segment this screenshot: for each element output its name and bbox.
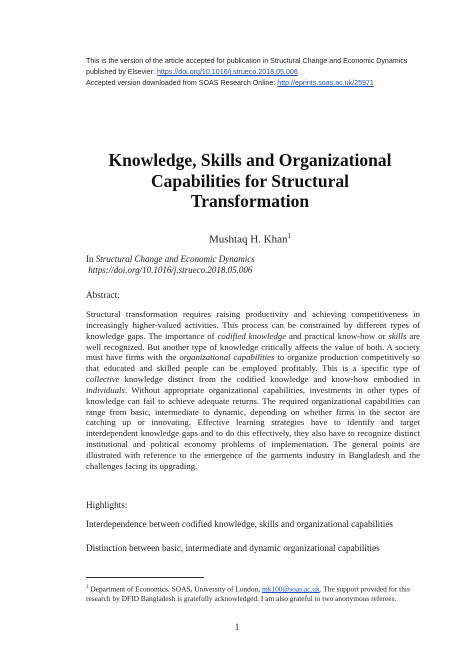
- footnote-mark: 1: [86, 585, 89, 590]
- source-prefix: In: [86, 254, 96, 264]
- abstract-heading: Abstract:: [86, 290, 120, 300]
- abstract-body: Structural transformation requires raising productivity and achieving competitiveness in increasingly higher-valued activities. This process can be constrained by different types of knowledge gaps. The importance of codified knowledge and practical know-how or skills are well recognized. But another type of knowledge critically affects the value of both. A society must have firms with the organizational capabilities to organize production competitively so that educated and skilled people can be employed profitably. This is a specific type of collective knowledge distinct from the codified knowledge and know-how embodied in individuals. Without appropriate organizational capabilities, investments in other types of knowledge can fail to achieve adequate returns. The required organizational capabilities can range from basic, intermediate to dynamic, depending on whether firms in the sector are catching up or innovating. Effective learning strategies have to identify and target interdependent knowledge gaps and to do this effectively, they also have to recognize distinct institutional and political economy problems of implementation. The general points are illustrated with reference to the emergence of the garments industry in Bangladesh and the challenges facing its upgrading.: [86, 309, 421, 471]
- emphasis-individuals: individuals: [86, 384, 125, 395]
- notice-line-1: This is the version of the article accepted for publication in Structural Change and Economic Dynamics: [86, 57, 408, 65]
- highlights-heading: Highlights:: [86, 500, 128, 510]
- eprint-link[interactable]: http://eprints.soas.ac.uk/25971: [277, 79, 374, 87]
- emphasis-collective: collective: [86, 374, 120, 385]
- emphasis-skills: skills: [388, 330, 407, 341]
- emphasis-codified: codified knowledge: [217, 330, 287, 341]
- paper-title: [60, 150, 440, 212]
- footnote-divider: [86, 577, 204, 578]
- source-info: [86, 254, 416, 276]
- notice-line-2: [86, 67, 446, 78]
- highlight-item: Distinction between basic, intermediate and dynamic organizational capabilities: [86, 543, 380, 553]
- author-name: Mushtaq H. Khan: [208, 233, 288, 246]
- doi-link[interactable]: https://doi.org/10.1016/j.strueco.2018.05.006: [156, 68, 298, 76]
- publication-notice: [86, 56, 446, 89]
- source-doi: https://doi.org/10.1016/j.strueco.2018.05.006: [88, 265, 253, 275]
- highlight-item: Interdependence between codified knowledge, skills and organizational capabilities: [86, 519, 393, 529]
- footnote: $^1$ Department of Economics, SOAS, University of London, mk100@soas.ac.uk. The support provided for this research by DFID Bangladesh is gratefully acknowledged. I am also grateful to two anonymous referees.: [86, 584, 410, 604]
- title-line-1: Knowledge, Skills and Organizational: [108, 150, 392, 170]
- title-line-2: Capabilities for Structural: [150, 170, 349, 191]
- title-line-3: Transformation: [190, 191, 310, 211]
- page-number: 1: [234, 622, 240, 632]
- emphasis-org-capabilities: organizational capabilities: [179, 352, 275, 363]
- notice-line-3: [86, 78, 446, 89]
- author-line: [60, 232, 440, 246]
- author-footnote-mark: 1: [287, 232, 292, 240]
- author-email-link[interactable]: mk100@soas.ac.uk: [261, 584, 320, 594]
- journal-name: Structural Change and Economic Dynamics: [95, 254, 255, 264]
- notice-download-text: Accepted version downloaded from SOAS Research Online:: [86, 79, 278, 87]
- notice-publisher-text: published by Elsevier:: [86, 68, 157, 76]
- source-journal-line: [86, 254, 416, 265]
